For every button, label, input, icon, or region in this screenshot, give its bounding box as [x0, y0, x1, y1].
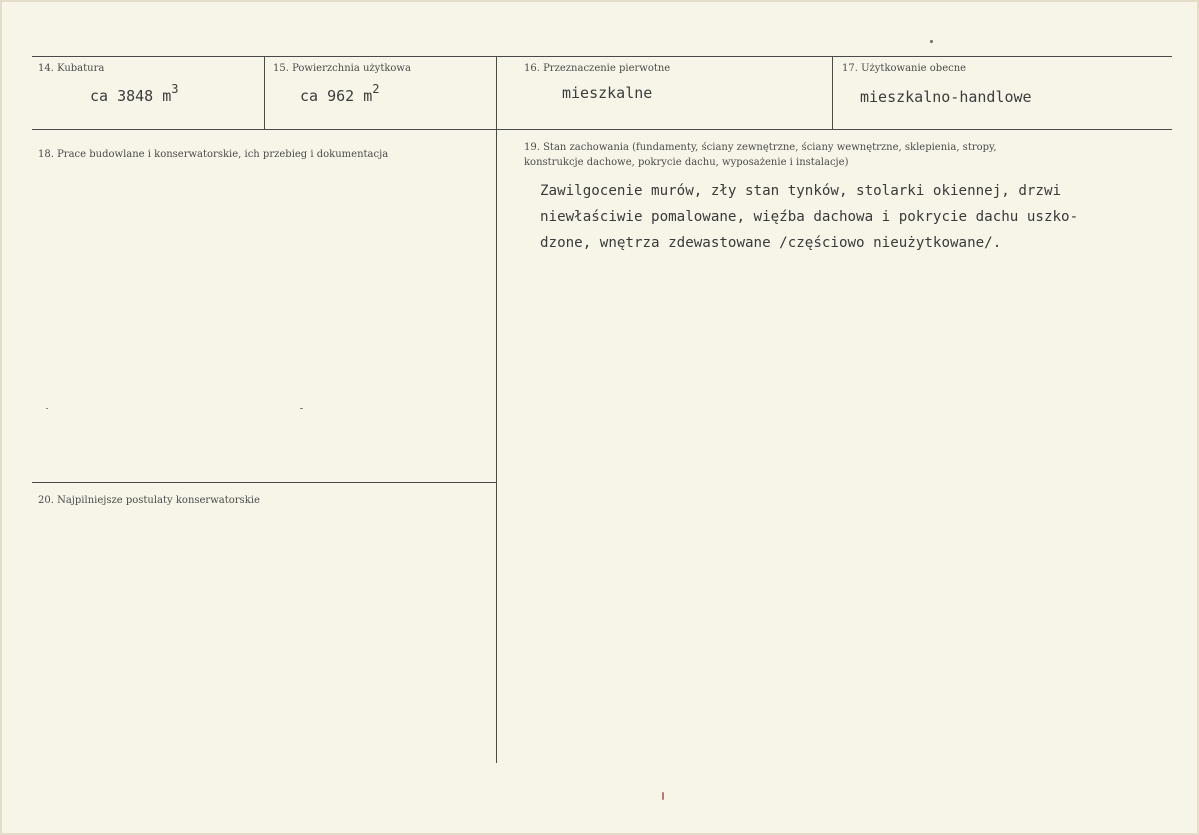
paper-speck: [662, 792, 664, 800]
col-divider-main: [496, 57, 497, 763]
field-14-exponent: 3: [171, 82, 179, 96]
paper-speck: [300, 408, 303, 409]
field-15-exponent: 2: [372, 82, 380, 96]
field-16-label: 16. Przeznaczenie pierwotne: [524, 63, 671, 74]
field-20-label: 20. Najpilniejsze postulaty konserwatorskie: [38, 495, 260, 506]
col-divider-16-17: [832, 57, 833, 129]
field-19-text-line: dzone, wnętrza zdewastowane /częściowo nieużytkowane/.: [540, 235, 1002, 251]
field-17-value: mieszkalno-handlowe: [860, 88, 1032, 106]
field-15-value-text: ca 962 m: [300, 87, 373, 105]
row-divider-2: [32, 482, 496, 483]
field-19-text-line: Zawilgocenie murów, zły stan tynków, stolarki okiennej, drzwi: [540, 183, 1062, 199]
field-14-value-text: ca 3848 m: [90, 87, 172, 105]
field-16-value: mieszkalne: [562, 84, 653, 102]
field-19-label-line-1: 19. Stan zachowania (fundamenty, ściany zewnętrzne, ściany wewnętrzne, sklepienia, stropy,: [524, 142, 997, 153]
field-17-label: 17. Użytkowanie obecne: [842, 63, 967, 74]
top-rule: [32, 56, 1172, 57]
row-divider-1: [32, 129, 1172, 130]
field-18-label: 18. Prace budowlane i konserwatorskie, ich przebieg i dokumentacja: [38, 149, 389, 160]
field-19-text-line: niewłaściwie pomalowane, więźba dachowa i pokrycie dachu uszko-: [540, 209, 1079, 225]
field-19-label-line-2: konstrukcje dachowe, pokrycie dachu, wyposażenie i instalacje): [524, 157, 849, 168]
field-15-label: 15. Powierzchnia użytkowa: [273, 63, 411, 74]
field-14-label: 14. Kubatura: [38, 63, 105, 74]
paper-speck: [46, 408, 48, 409]
paper-speck: [930, 40, 933, 43]
field-19-text: [540, 178, 1078, 256]
field-14-value: [90, 84, 179, 105]
field-15-value: [300, 84, 379, 105]
col-divider-14-15: [264, 57, 265, 129]
